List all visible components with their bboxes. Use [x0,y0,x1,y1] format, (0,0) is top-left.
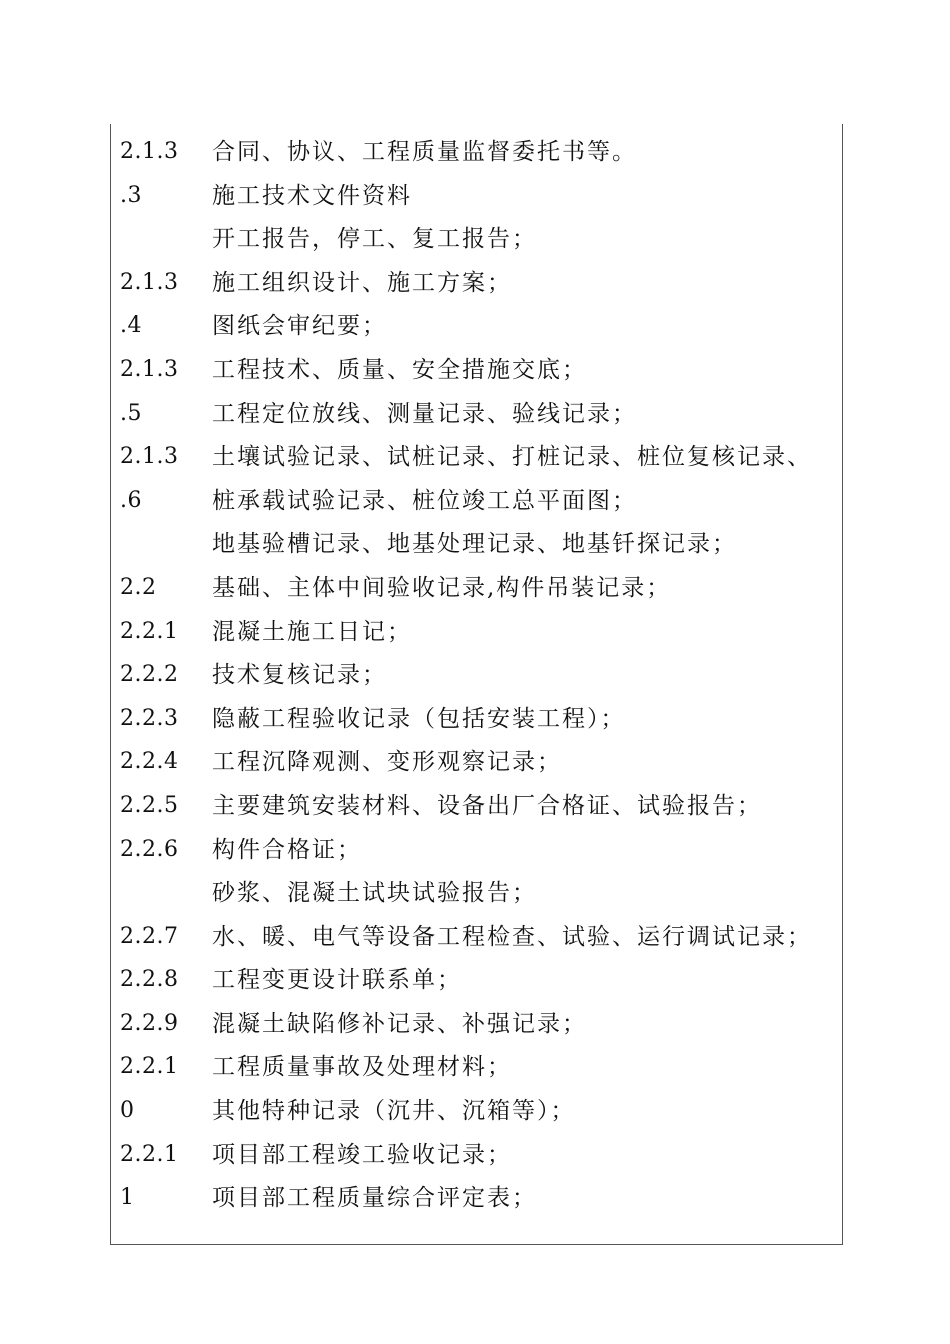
list-item [111,1127,842,1171]
item-text: 桩承载试验记录、桩位竣工总平面图； [212,487,637,514]
item-text: 开工报告，停工、复工报告； [212,226,537,253]
item-number: 2.2 [120,574,157,600]
list-item [111,1083,842,1127]
list-item [111,909,842,953]
item-text: 隐蔽工程验收记录（包括安装工程）； [212,705,626,732]
item-text: 工程变更设计联系单； [212,967,462,994]
list-item [111,691,842,735]
item-number: 2.2.9 [120,1010,179,1036]
item-text: 项目部工程质量综合评定表； [212,1185,537,1212]
list-item [111,1170,842,1214]
list-item [111,952,842,996]
item-text: 施工组织设计、施工方案； [212,269,512,296]
item-text: 其他特种记录（沉井、沉箱等）； [212,1098,576,1125]
item-number: 2.2.1 [120,1054,179,1080]
list-item [111,822,842,866]
list-item [111,647,842,691]
list-item [111,386,842,430]
item-text: 土壤试验记录、试桩记录、打桩记录、桩位复核记录、 [212,444,812,471]
item-text: 工程技术、质量、安全措施交底； [212,356,587,383]
item-number: 2.2.5 [120,792,179,818]
item-list [111,124,842,1214]
item-text: 砂浆、混凝土试块试验报告； [212,880,537,907]
item-text: 基础、主体中间验收记录,构件吊装记录； [212,574,672,601]
list-item [111,865,842,909]
item-number: 2.2.8 [120,967,179,993]
item-text: 主要建筑安装材料、设备出厂合格证、试验报告； [212,792,762,819]
list-item [111,211,842,255]
list-item [111,255,842,299]
list-item [111,342,842,386]
item-number: 2.2.2 [120,662,179,688]
list-item [111,429,842,473]
item-number: 2.2.6 [120,836,179,862]
item-number: 2.2.4 [120,749,179,775]
item-text: 工程沉降观测、变形观察记录； [212,749,562,776]
item-number: 1 [120,1185,135,1211]
item-text: 水、暖、电气等设备工程检查、试验、运行调试记录； [212,923,812,950]
list-item [111,734,842,778]
item-number: .6 [120,487,142,513]
item-number: 0 [120,1098,135,1124]
item-number: 2.2.1 [120,1141,179,1167]
item-number: 2.2.7 [120,923,179,949]
list-item [111,516,842,560]
item-text: 混凝土施工日记； [212,618,412,645]
item-number: .4 [120,313,142,339]
list-item [111,604,842,648]
item-number: 2.2.3 [120,705,179,731]
item-number: 2.1.3 [120,444,179,470]
item-number: .5 [120,400,142,426]
item-text: 工程定位放线、测量记录、验线记录； [212,400,637,427]
item-number: .3 [120,182,142,208]
item-text: 合同、协议、工程质量监督委托书等。 [212,139,637,165]
list-item [111,996,842,1040]
item-text: 混凝土缺陷修补记录、补强记录； [212,1010,587,1037]
document-frame [110,124,843,1245]
list-item [111,1039,842,1083]
list-item [111,778,842,822]
list-item [111,124,842,168]
item-text: 地基验槽记录、地基处理记录、地基钎探记录； [212,531,737,558]
list-item [111,298,842,342]
item-text: 工程质量事故及处理材料； [212,1054,512,1081]
item-number: 2.1.3 [120,356,179,382]
list-item [111,473,842,517]
item-number: 2.2.1 [120,618,179,644]
item-text: 施工技术文件资料 [212,182,412,209]
list-item [111,560,842,604]
item-text: 构件合格证； [212,836,362,863]
item-text: 技术复核记录； [212,662,387,689]
item-number: 2.1.3 [120,139,179,164]
item-text: 图纸会审纪要； [212,313,387,340]
list-item [111,168,842,212]
item-text: 项目部工程竣工验收记录； [212,1141,512,1168]
item-number: 2.1.3 [120,269,179,295]
